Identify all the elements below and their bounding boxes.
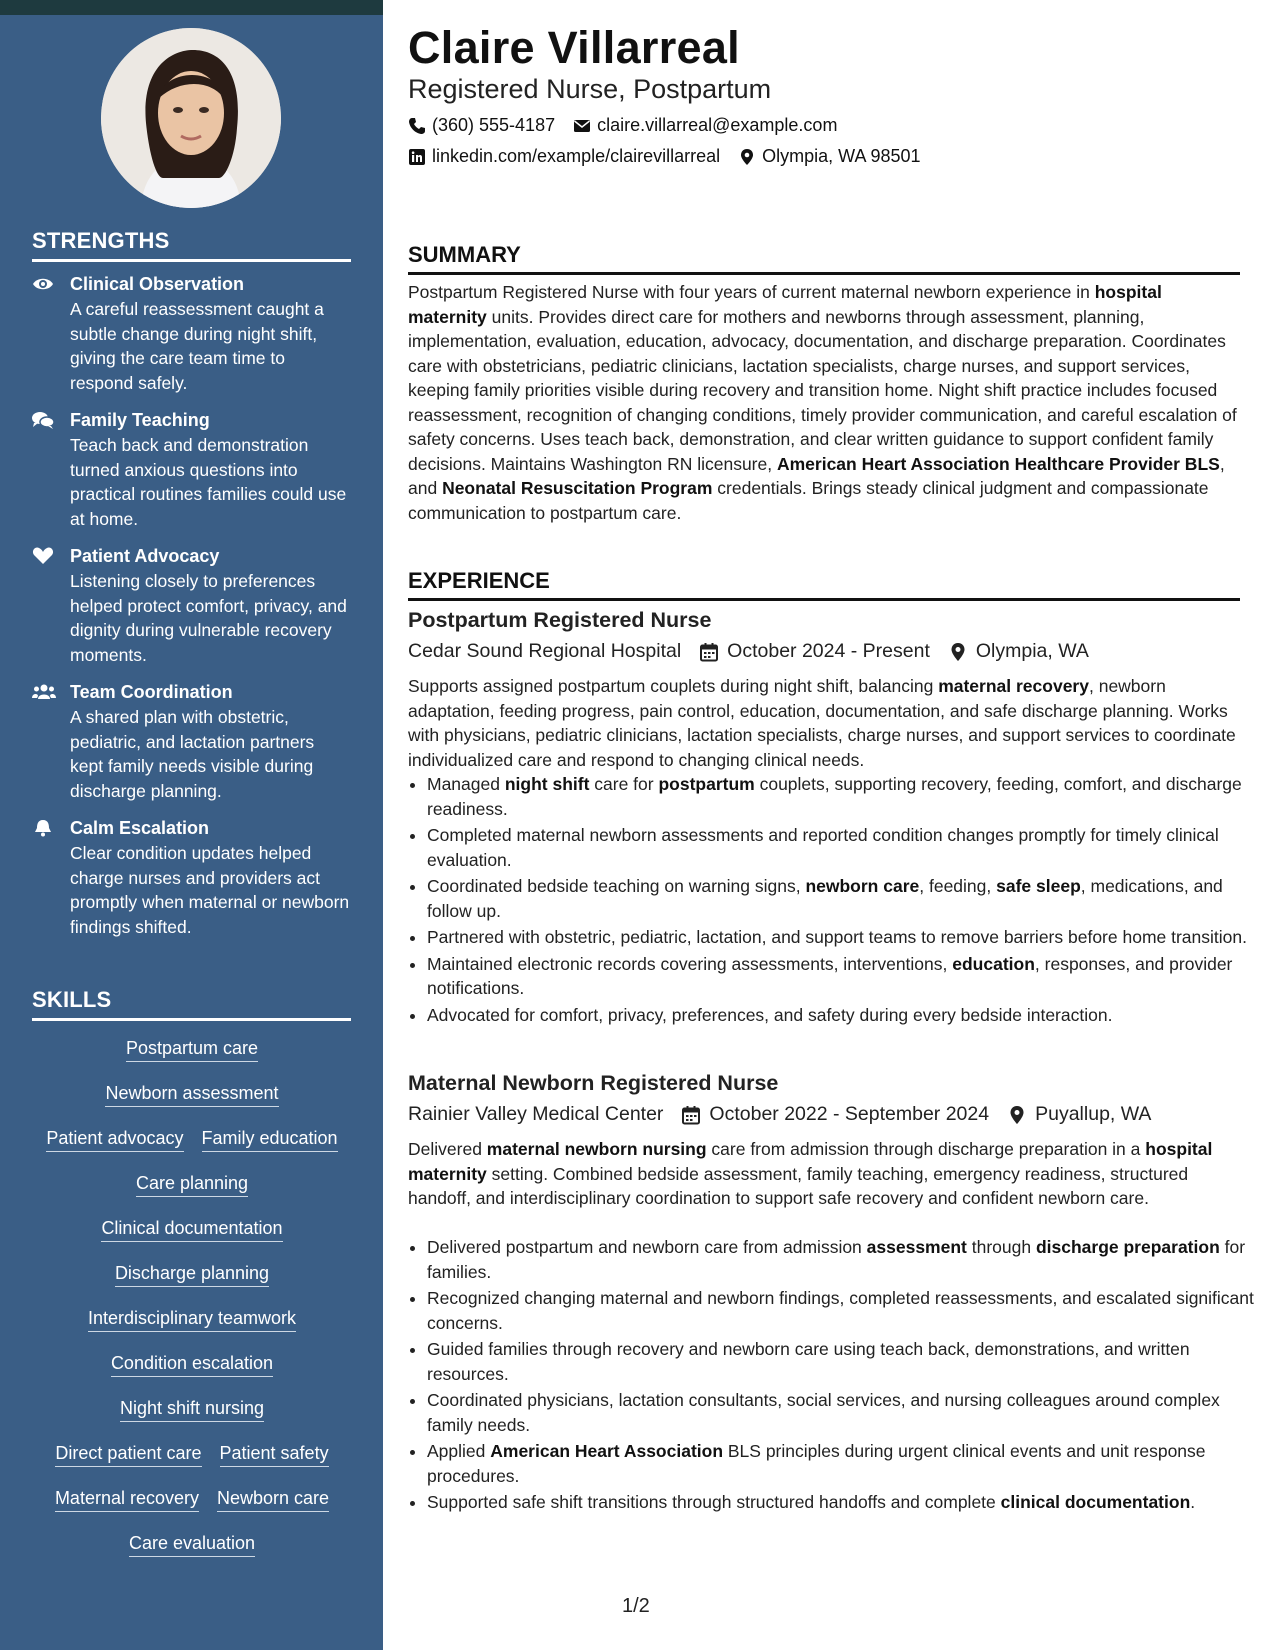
emphasis-text: maternal newborn nursing (486, 1139, 707, 1159)
sidebar (0, 15, 383, 1650)
emphasis-text: Neonatal Resuscitation Program (442, 478, 713, 498)
emphasis-text: newborn care (805, 876, 920, 896)
skill-row (32, 1487, 352, 1532)
skill-tag: Patient safety (220, 1442, 329, 1467)
text-run: care for (589, 774, 659, 794)
bullet-item (427, 1337, 1259, 1386)
skill-row (32, 1262, 352, 1307)
emphasis-text: night shift (504, 774, 590, 794)
strength-item (32, 680, 352, 803)
text-run: Advocated for comfort, privacy, preferences, and safety during every bedside interaction. (427, 1004, 1113, 1025)
strength-title: Family Teaching (70, 410, 210, 430)
bullet-item (427, 1439, 1259, 1488)
job-title: Maternal Newborn Registered Nurse (408, 1071, 779, 1095)
strength-description: Teach back and demonstration turned anxious questions into practical routines families could use at home. (70, 435, 347, 529)
text-run: Supported safe shift transitions through structured handoffs and complete (427, 1492, 1001, 1512)
skill-row (32, 1127, 352, 1172)
eye-icon (32, 275, 54, 293)
top-accent-bar (0, 0, 383, 15)
bullet-item (427, 1490, 1259, 1515)
skill-row (32, 1397, 352, 1442)
calendar-icon (699, 642, 719, 662)
job-location: Olympia, WA (975, 640, 1089, 662)
skill-tag: Clinical documentation (101, 1217, 282, 1242)
text-run: Coordinated bedside teaching on warning signs, (427, 876, 806, 896)
skill-tag: Postpartum care (126, 1037, 258, 1062)
bullet-item (427, 1003, 1259, 1028)
skill-row (32, 1082, 352, 1127)
envelope-icon (573, 117, 591, 135)
skill-tag: Family education (202, 1127, 338, 1152)
heart-icon (32, 547, 54, 565)
text-run: Completed maternal newborn assessments and reported condition changes promptly for timely clinical evaluation. (427, 825, 1219, 870)
text-run: BLS principles during urgent clinical events and unit response procedures. (427, 1441, 1206, 1486)
text-run: , medications, and follow up. (427, 876, 1223, 921)
bullet-item (427, 874, 1259, 923)
text-run: Delivered postpartum and newborn care from admission (427, 1237, 867, 1257)
skill-tag: Patient advocacy (46, 1127, 183, 1152)
job-summary (408, 1137, 1240, 1211)
strengths-list (32, 272, 352, 952)
emphasis-text: American Heart Association (490, 1441, 724, 1461)
emphasis-text: hospital maternity (408, 1139, 1213, 1184)
bell-icon (32, 819, 54, 837)
emphasis-text: postpartum (658, 774, 755, 794)
job-bullets (408, 772, 1259, 1029)
text-run: Partnered with obstetric, pediatric, lactation, and support teams to remove barriers before home transition. (427, 927, 1247, 947)
skills-heading: SKILLS (32, 987, 351, 1021)
skill-tag: Care planning (136, 1172, 248, 1197)
linkedin-icon (408, 148, 426, 166)
emphasis-text: clinical documentation (1000, 1492, 1191, 1512)
text-run: . (1190, 1492, 1196, 1512)
strength-item (32, 408, 352, 531)
employer-name: Rainier Valley Medical Center (408, 1103, 664, 1125)
skill-tag: Interdisciplinary teamwork (88, 1307, 296, 1332)
contact-row-2 (408, 146, 921, 167)
emphasis-text: maternal recovery (938, 676, 1089, 696)
map-pin-icon (948, 642, 968, 662)
text-run: Guided families through recovery and newborn care using teach back, demonstrations, and written resources. (427, 1339, 1190, 1384)
emphasis-text: assessment (866, 1237, 967, 1257)
emphasis-text: education (952, 953, 1035, 974)
text-run: setting. Combined bedside assessment, family teaching, emergency readiness, structured handoff, and interdisciplinary coordination to support safe recovery and confident newborn care. (408, 1163, 1189, 1208)
candidate-name: Claire Villarreal (408, 22, 740, 73)
bullet-item (427, 772, 1259, 821)
phone-icon (408, 117, 426, 135)
skills-list (32, 1037, 352, 1577)
experience-heading: EXPERIENCE (408, 568, 1240, 601)
job-meta (408, 1103, 1151, 1126)
contact-row-1 (408, 115, 837, 136)
bullet-item (427, 925, 1259, 950)
job-location: Puyallup, WA (1035, 1103, 1152, 1125)
emphasis-text: hospital maternity (408, 282, 1162, 327)
skill-tag: Night shift nursing (120, 1397, 264, 1422)
strength-title: Team Coordination (70, 682, 233, 702)
map-pin-icon (1007, 1105, 1027, 1125)
job-summary (408, 674, 1240, 772)
text-run: for families. (427, 1237, 1246, 1282)
summary-text (408, 280, 1240, 525)
email-address[interactable]: claire.villarreal@example.com (597, 115, 838, 135)
strength-title: Clinical Observation (70, 274, 245, 294)
job-title: Postpartum Registered Nurse (408, 608, 712, 632)
skill-tag: Newborn care (217, 1487, 329, 1512)
skill-tag: Newborn assessment (105, 1082, 278, 1107)
skill-tag: Care evaluation (129, 1532, 255, 1557)
text-run: Coordinated physicians, lactation consultants, social services, and nursing colleagues around complex family needs. (427, 1390, 1220, 1435)
skill-tag: Maternal recovery (55, 1487, 199, 1512)
job-dates: October 2022 - September 2024 (709, 1103, 990, 1125)
text-run: couplets, supporting recovery, feeding, comfort, and discharge readiness. (427, 774, 1242, 819)
text-run: Managed (427, 774, 505, 794)
strength-item (32, 272, 352, 395)
linkedin-link[interactable]: linkedin.com/example/clairevillarreal (432, 146, 721, 166)
text-run: Applied (427, 1441, 491, 1461)
page-number: 1/2 (622, 1595, 650, 1617)
strength-description: Clear condition updates helped charge nurses and providers act promptly when maternal or newborn findings shifted. (70, 843, 350, 937)
strength-item (32, 816, 352, 939)
text-run: , and (408, 453, 1225, 498)
text-run: Delivered (408, 1139, 487, 1159)
bullet-item (427, 952, 1259, 1001)
employer-name: Cedar Sound Regional Hospital (408, 640, 682, 662)
skill-row (32, 1307, 352, 1352)
calendar-icon (681, 1105, 701, 1125)
job-bullets (408, 1235, 1259, 1517)
emphasis-text: safe sleep (996, 876, 1081, 896)
skill-tag: Condition escalation (111, 1352, 273, 1377)
skill-row (32, 1352, 352, 1397)
strength-description: A careful reassessment caught a subtle change during night shift, giving the care team time to respond safely. (70, 299, 324, 393)
strength-item (32, 544, 352, 667)
text-run: Supports assigned postpartum couplets during night shift, balancing (408, 676, 939, 696)
profile-photo (101, 28, 281, 208)
skill-row (32, 1217, 352, 1262)
strength-title: Patient Advocacy (70, 546, 220, 566)
strength-description: A shared plan with obstetric, pediatric, and lactation partners kept family needs visible during discharge planning. (70, 707, 315, 801)
skill-row (32, 1532, 352, 1577)
text-run: , responses, and provider notifications. (427, 953, 1233, 998)
text-run: Maintained electronic records covering assessments, interventions, (427, 953, 953, 974)
text-run: Recognized changing maternal and newborn findings, completed reassessments, and escalated significant concerns. (427, 1288, 1254, 1333)
phone-number[interactable]: (360) 555-4187 (432, 115, 556, 135)
bullet-item (427, 1235, 1259, 1284)
text-run: , newborn adaptation, feeding progress, pain control, education, documentation, and safe discharge planning. Works with physicians, pediatric clinicians, lactation specialists, charge nurses, and support services to coordinate individualized care and respond to changing clinical needs. (408, 676, 1236, 770)
skill-row (32, 1172, 352, 1217)
emphasis-text: American Heart Association Healthcare Provider BLS (776, 453, 1220, 474)
map-pin-icon (738, 148, 756, 166)
text-run: Postpartum Registered Nurse with four years of current maternal newborn experience in (408, 282, 1095, 302)
text-run: credentials. Brings steady clinical judgment and compassionate communication to postpartum care. (408, 478, 1209, 523)
strengths-heading: STRENGTHS (32, 228, 351, 262)
strength-title: Calm Escalation (70, 818, 210, 838)
text-run: units. Provides direct care for mothers and newborns through assessment, planning, implementation, evaluation, education, advocacy, documentation, and discharge preparation. Coordinates care with obstetricians, pediatric clinicians, lactation specialists, charge nurses, and support services, keeping family priorities visible during recovery and transition home. Night shift practice includes focused reassessment, recognition of changing conditions, timely provider communication, and careful escalation of safety concerns. Uses teach back, demonstration, and clear written guidance to support confident family decisions. Maintains Washington RN licensure, (408, 306, 1237, 474)
skill-tag: Discharge planning (115, 1262, 269, 1287)
summary-heading: SUMMARY (408, 242, 1240, 275)
text-run: , feeding, (919, 876, 997, 896)
text-run: through (966, 1237, 1036, 1257)
bullet-item (427, 823, 1259, 872)
location-text: Olympia, WA 98501 (762, 146, 921, 166)
users-icon (32, 683, 54, 701)
skill-row (32, 1442, 352, 1487)
job-meta (408, 640, 1089, 663)
bullet-item (427, 1388, 1259, 1437)
bullet-item (427, 1286, 1259, 1335)
job-dates: October 2024 - Present (727, 640, 930, 662)
text-run: care from admission through discharge preparation in a (706, 1139, 1146, 1159)
chat-bubbles-icon (32, 411, 54, 429)
skill-row (32, 1037, 352, 1082)
candidate-title: Registered Nurse, Postpartum (408, 74, 772, 104)
strength-description: Listening closely to preferences helped protect comfort, privacy, and dignity during vulnerable recovery moments. (70, 571, 347, 665)
profile-photo-image (101, 28, 281, 208)
skill-tag: Direct patient care (55, 1442, 201, 1467)
emphasis-text: discharge preparation (1035, 1237, 1220, 1257)
